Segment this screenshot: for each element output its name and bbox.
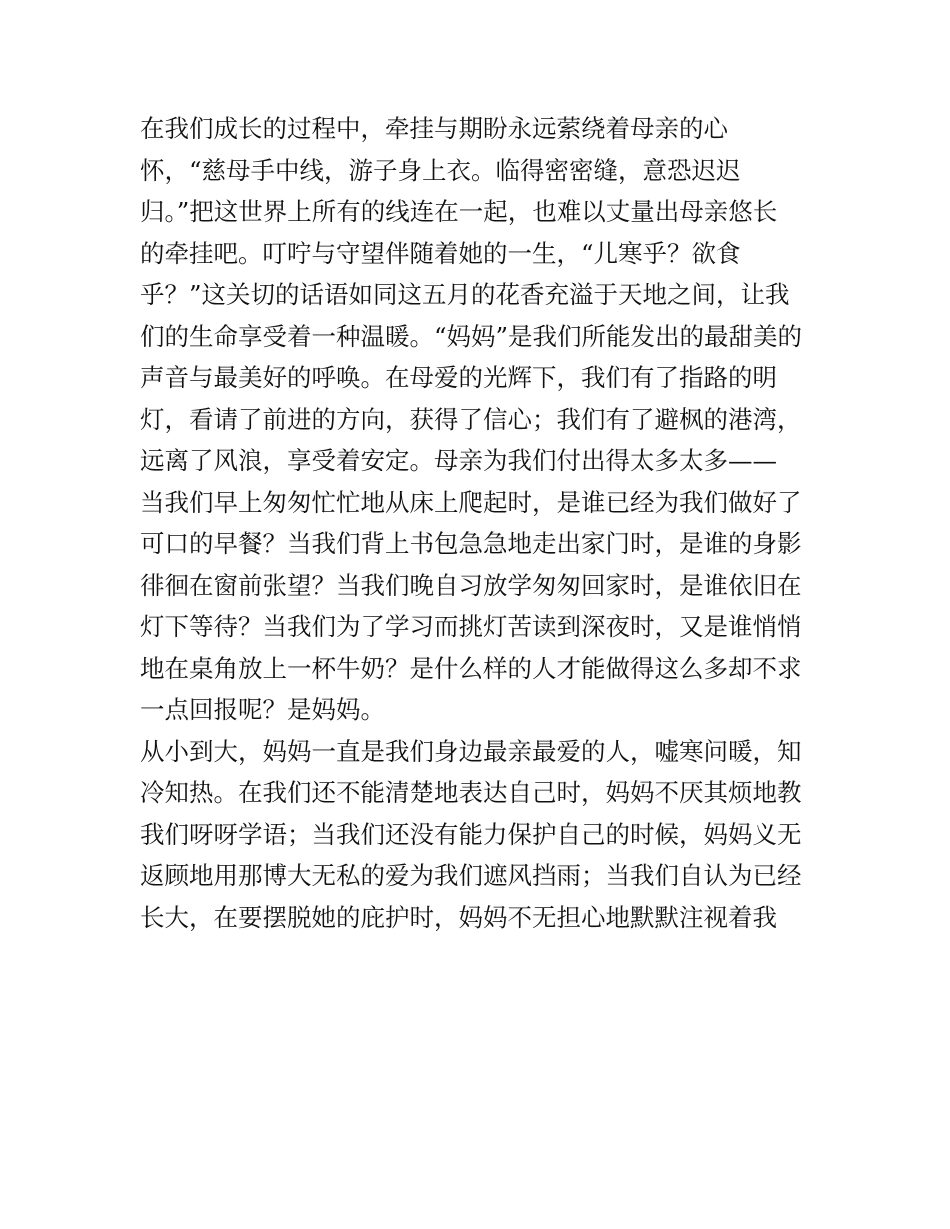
- text-line: 徘徊在窗前张望？当我们晚自习放学匆匆回家时，是谁依旧在: [140, 570, 802, 600]
- text-line: 乎？”这关切的话语如同这五月的花香充溢于天地之间，让我: [140, 280, 790, 309]
- text-line: 我们呀呀学语；当我们还没有能力保护自己的时候，妈妈义无: [140, 819, 802, 849]
- text-line: 归。”把这世界上所有的线连在一起，也难以丈量出母亲悠长: [140, 197, 778, 226]
- text-line: 返顾地用那博大无私的爱为我们遮风挡雨；当我们自认为已经: [140, 861, 802, 890]
- text-line: 长大，在要摆脱她的庇护时，妈妈不无担心地默默注视着我: [140, 902, 777, 932]
- text-line: 声音与最美好的呼唤。在母爱的光辉下，我们有了指路的明: [140, 363, 777, 392]
- text-line: 们的生命享受着一种温暖。“妈妈”是我们所能发出的最甜美的: [140, 321, 803, 351]
- text-line: 冷知热。在我们还不能清楚地表达自己时，妈妈不厌其烦地教: [140, 778, 802, 807]
- text-line: 从小到大，妈妈一直是我们身边最亲最爱的人，嘘寒问暖，知: [140, 736, 802, 766]
- text-line: 怀，“慈母手中线，游子身上衣。临得密密缝，意恐迟迟: [140, 155, 741, 185]
- text-line: 当我们早上匆匆忙忙地从床上爬起时，是谁已经为我们做好了: [140, 487, 802, 517]
- body-text: [140, 108, 820, 938]
- text-line: 在我们成长的过程中，牵挂与期盼永远萦绕着母亲的心: [140, 114, 728, 143]
- text-line: 的牵挂吧。叮咛与守望伴随着她的一生，“儿寒乎？欲食: [140, 238, 741, 268]
- text-line: 地在桌角放上一杯牛奶？是什么样的人才能做得这么多却不求: [140, 653, 802, 683]
- text-line: 灯下等待？当我们为了学习而挑灯苦读到深夜时，又是谁悄悄: [140, 612, 802, 641]
- text-line: 可口的早餐？当我们背上书包急急地走出家门时，是谁的身影: [140, 529, 802, 558]
- text-line: 灯，看请了前进的方向，获得了信心；我们有了避枫的港湾，: [140, 404, 802, 434]
- text-line: 一点回报呢？是妈妈。: [140, 695, 385, 724]
- text-line: 远离了风浪，享受着安定。母亲为我们付出得太多太多——: [140, 446, 777, 475]
